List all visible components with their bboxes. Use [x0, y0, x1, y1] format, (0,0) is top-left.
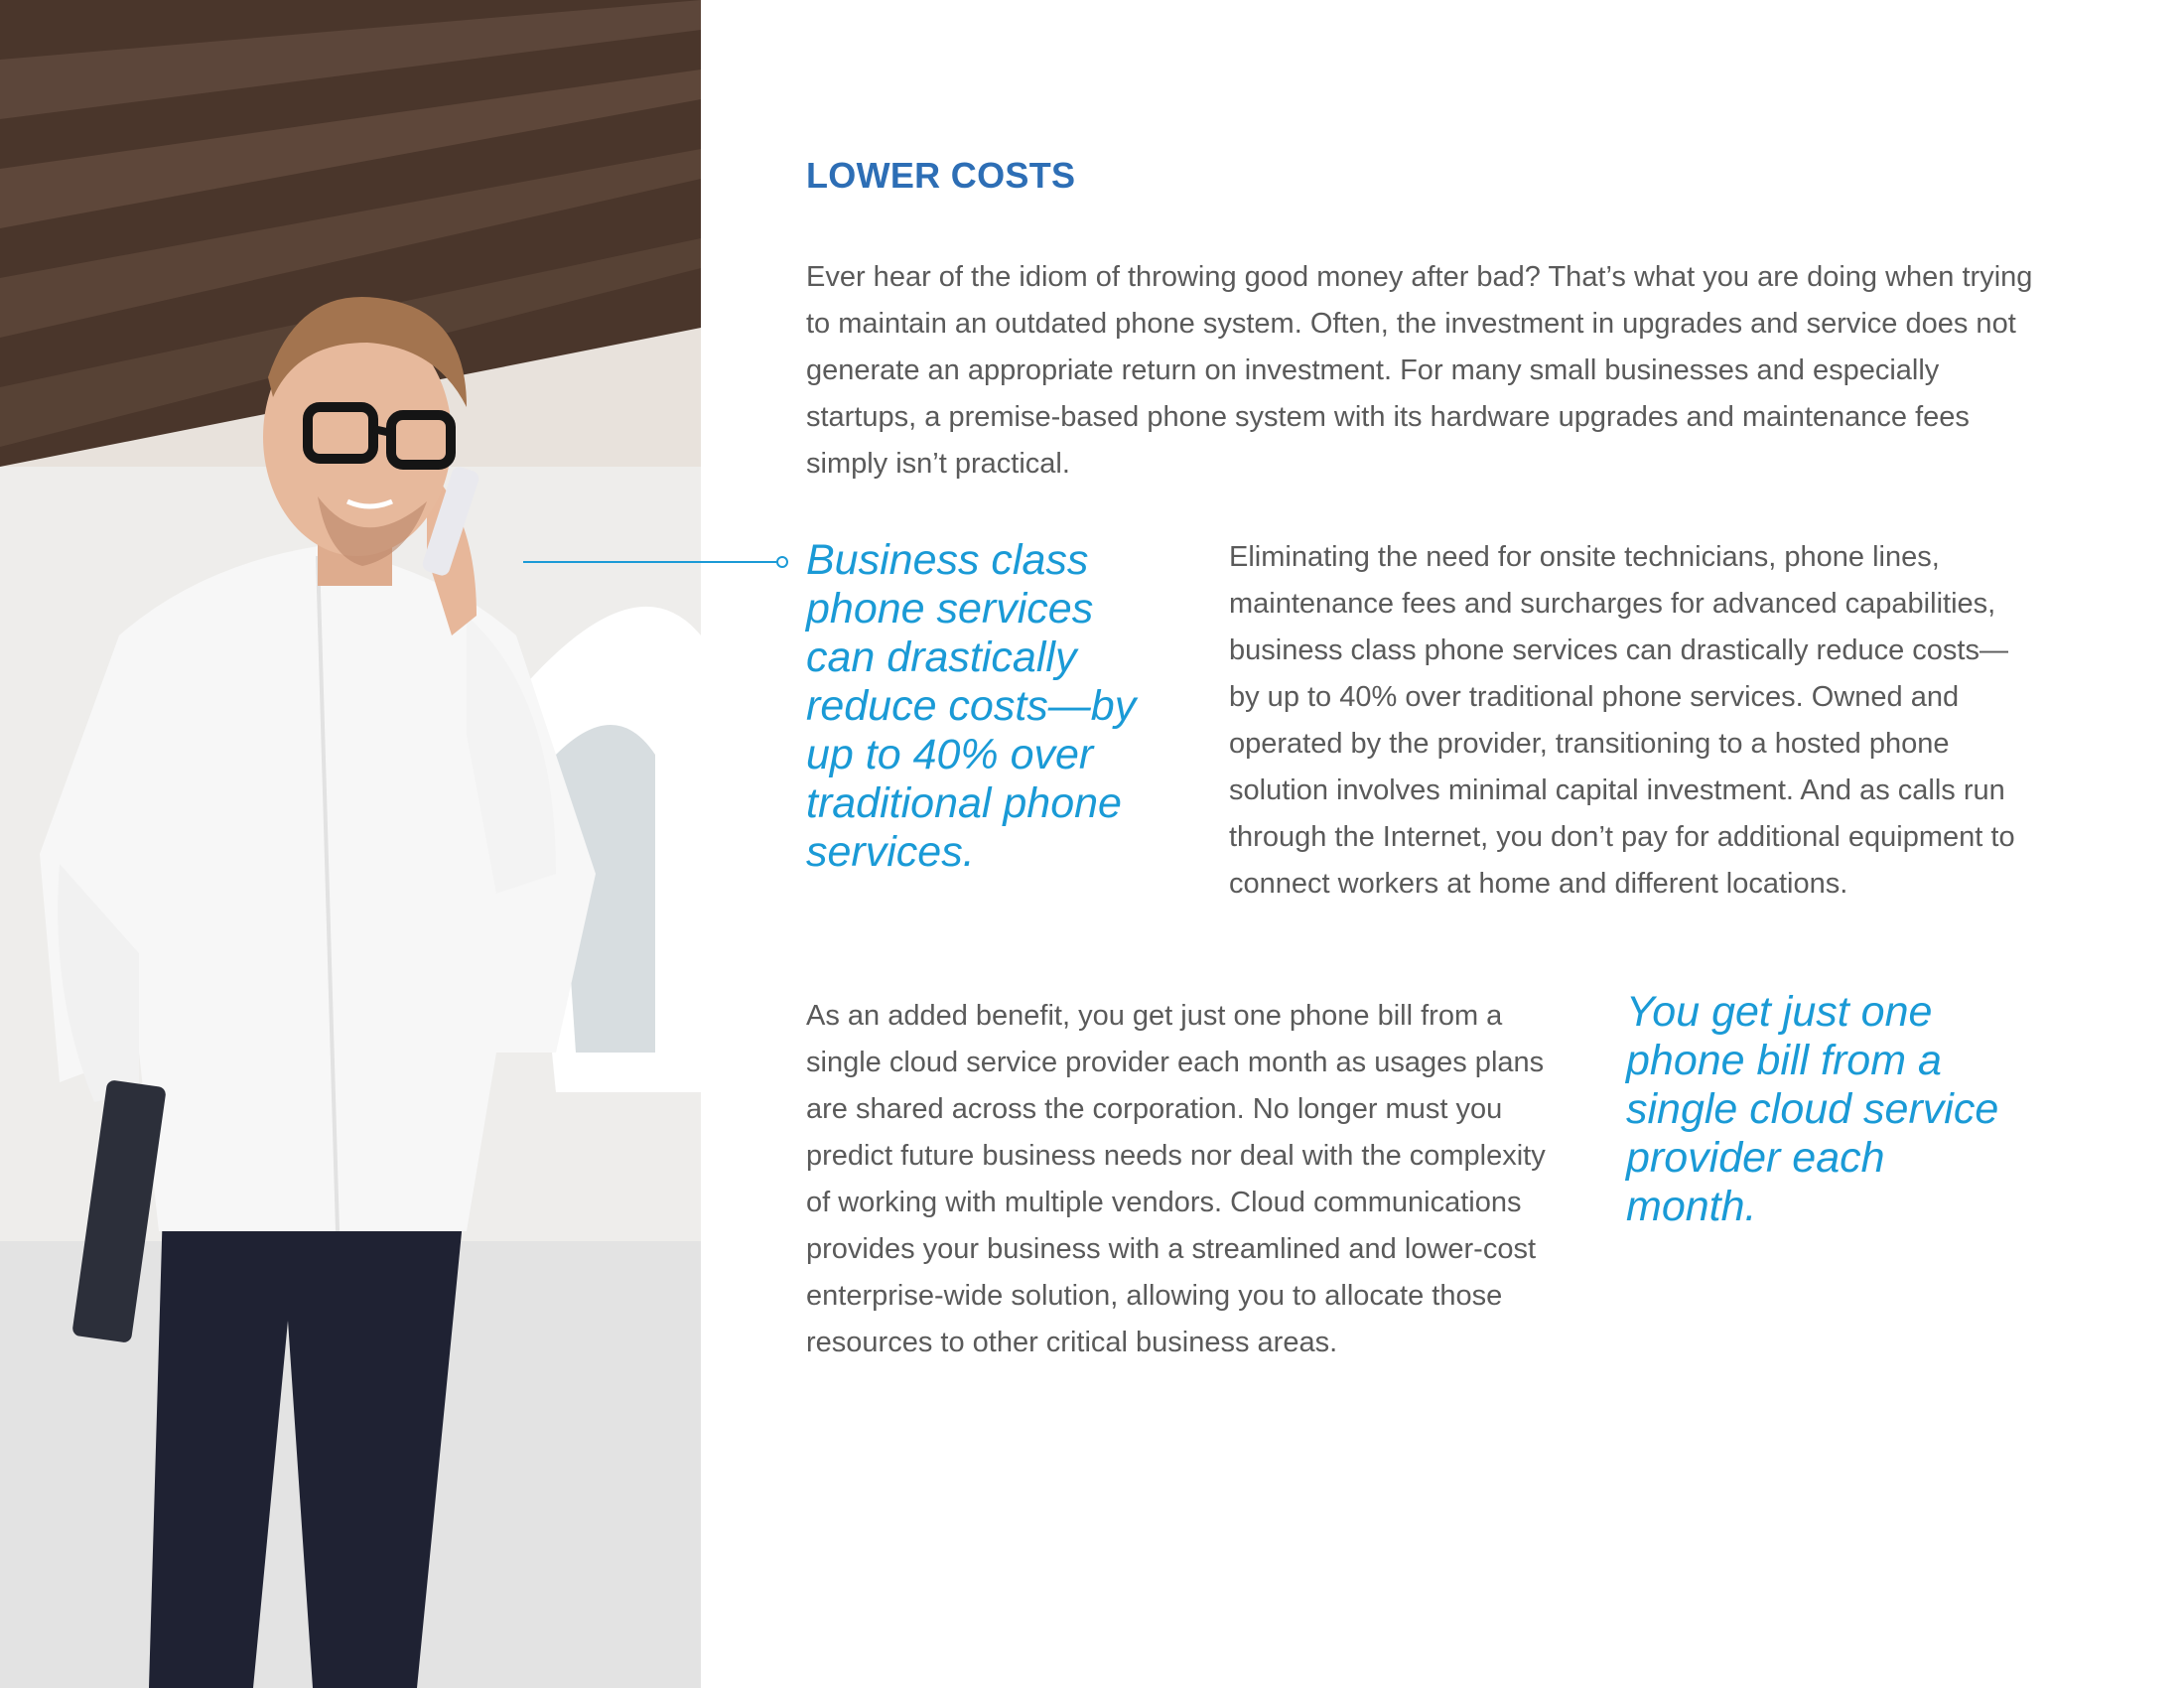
benefit-paragraph: As an added benefit, you get just one phone bill from a single cloud service provider each month as usages plans are shared across the corporation. No longer must you predict future business needs nor deal with the complexity of working with multiple vendors. Cloud communications provides your business with a streamlined and lower-cost enterprise-wide solution, allowing you to allocate those resources to other critical business areas. [806, 1000, 1546, 1358]
pull-quote-single-bill: You get just one phone bill from a single cloud service provider each month. [1626, 988, 1999, 1230]
man-on-phone-photo [0, 0, 701, 1688]
photo-illustration [0, 0, 701, 1688]
pull-quote-cost-savings: Business class phone services can drastically reduce costs—by up to 40% over traditional phone services. [806, 536, 1137, 876]
callout-connector [523, 552, 789, 572]
intro-paragraph: Ever hear of the idiom of throwing good money after bad? That’s what you are doing when trying to maintain an outdated phone system. Often, the investment in upgrades and service does not generate an appropriate return on investment. For many small businesses and especially startups, a premise-based phone system with its hardware upgrades and maintenance fees simply isn’t practical. [806, 261, 2033, 480]
eliminating-paragraph: Eliminating the need for onsite technicians, phone lines, maintenance fees and surcharges for advanced capabilities, business class phone services can drastically reduce costs—by up to 40% over traditional phone services. Owned and operated by the provider, transitioning to a hosted phone solution involves minimal capital investment. And as calls run through the Internet, you don’t pay for additional equipment to connect workers at home and different locations. [1229, 541, 2015, 900]
section-heading: LOWER COSTS [806, 155, 1076, 196]
